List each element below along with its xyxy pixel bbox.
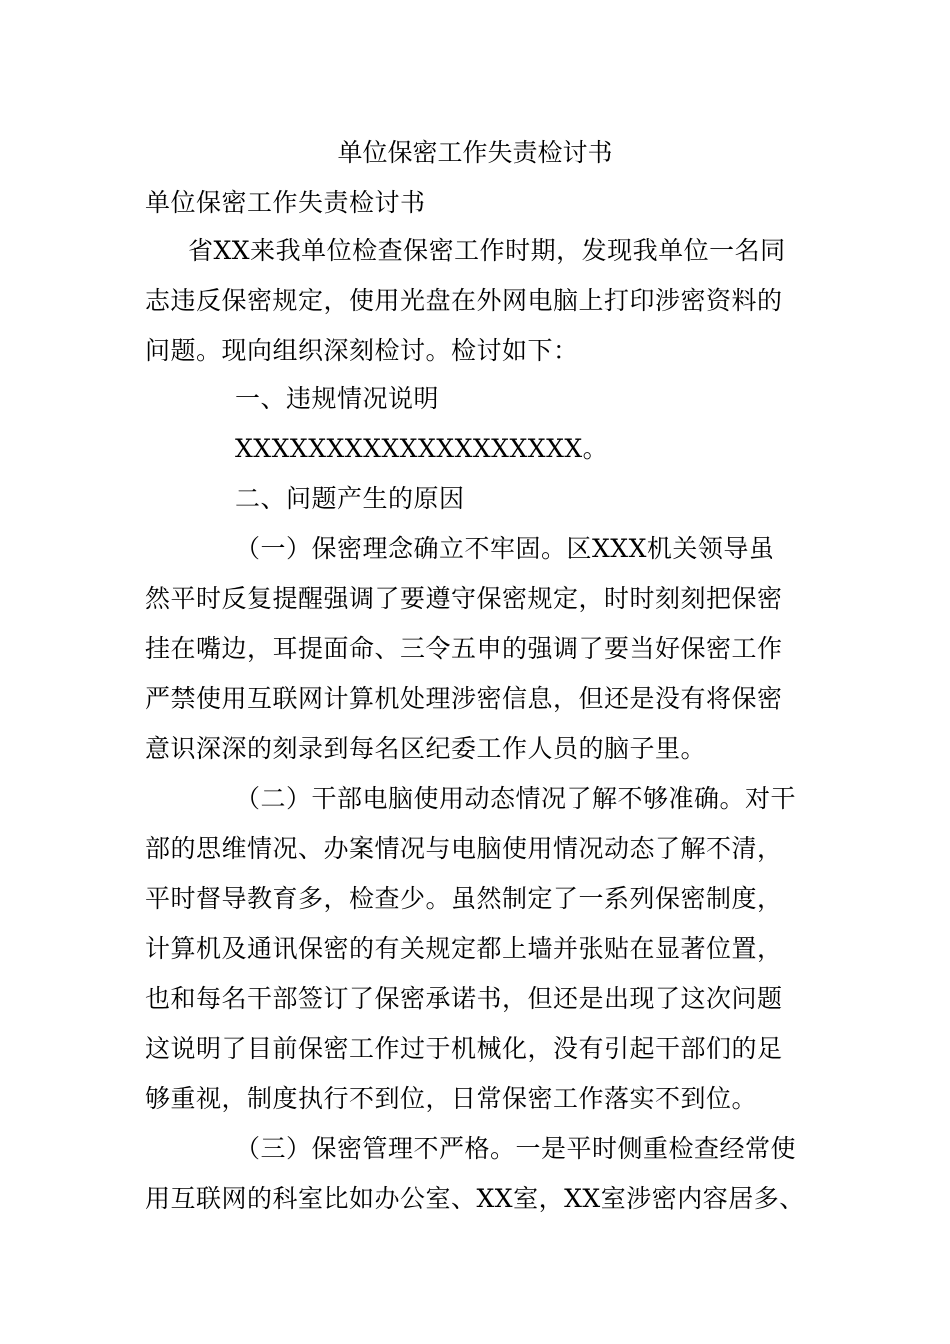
paragraph-line: 计算机及通讯保密的有关规定都上墙并张贴在显著位置， [145, 934, 783, 963]
paragraph-line: 然平时反复提醒强调了要遵守保密规定，时时刻刻把保密 [145, 584, 783, 613]
paragraph-line: 志违反保密规定，使用光盘在外网电脑上打印涉密资料的 [145, 286, 783, 315]
paragraph-line: 严禁使用互联网计算机处理涉密信息，但还是没有将保密 [145, 684, 783, 713]
paragraph-line: 这说明了目前保密工作过于机械化，没有引起干部们的足 [145, 1034, 783, 1063]
paragraph-line: （二）干部电脑使用动态情况了解不够准确。对干 [235, 784, 797, 813]
paragraph-line: 也和每名干部签订了保密承诺书，但还是出现了这次问题 [145, 984, 783, 1013]
paragraph-line: 挂在嘴边，耳提面命、三令五申的强调了要当好保密工作 [145, 634, 783, 663]
paragraph-line: 意识深深的刻录到每名区纪委工作人员的脑子里。 [145, 734, 707, 763]
document-title: 单位保密工作失责检讨书 [337, 138, 613, 167]
paragraph-line: 够重视，制度执行不到位，日常保密工作落实不到位。 [145, 1084, 758, 1113]
paragraph-line: 平时督导教育多，检查少。虽然制定了一系列保密制度， [145, 884, 783, 913]
paragraph-line: 问题。现向组织深刻检讨。检讨如下： [145, 336, 579, 365]
section-heading: 二、问题产生的原因 [235, 484, 465, 513]
paragraph-line: 部的思维情况、办案情况与电脑使用情况动态了解不清， [145, 834, 783, 863]
paragraph-line: 用互联网的科室比如办公室、XX室，XX室涉密内容居多、 [145, 1184, 805, 1213]
document-subtitle: 单位保密工作失责检讨书 [145, 188, 426, 217]
paragraph-line: （一）保密理念确立不牢固。区XXX机关领导虽 [235, 534, 775, 563]
paragraph-line: XXXXXXXXXXXXXXXXXXX。 [235, 434, 609, 463]
paragraph-line: 省XX来我单位检查保密工作时期，发现我单位一名同 [188, 236, 786, 265]
section-heading: 一、违规情况说明 [235, 384, 440, 413]
paragraph-line: （三）保密管理不严格。一是平时侧重检查经常使 [235, 1134, 797, 1163]
